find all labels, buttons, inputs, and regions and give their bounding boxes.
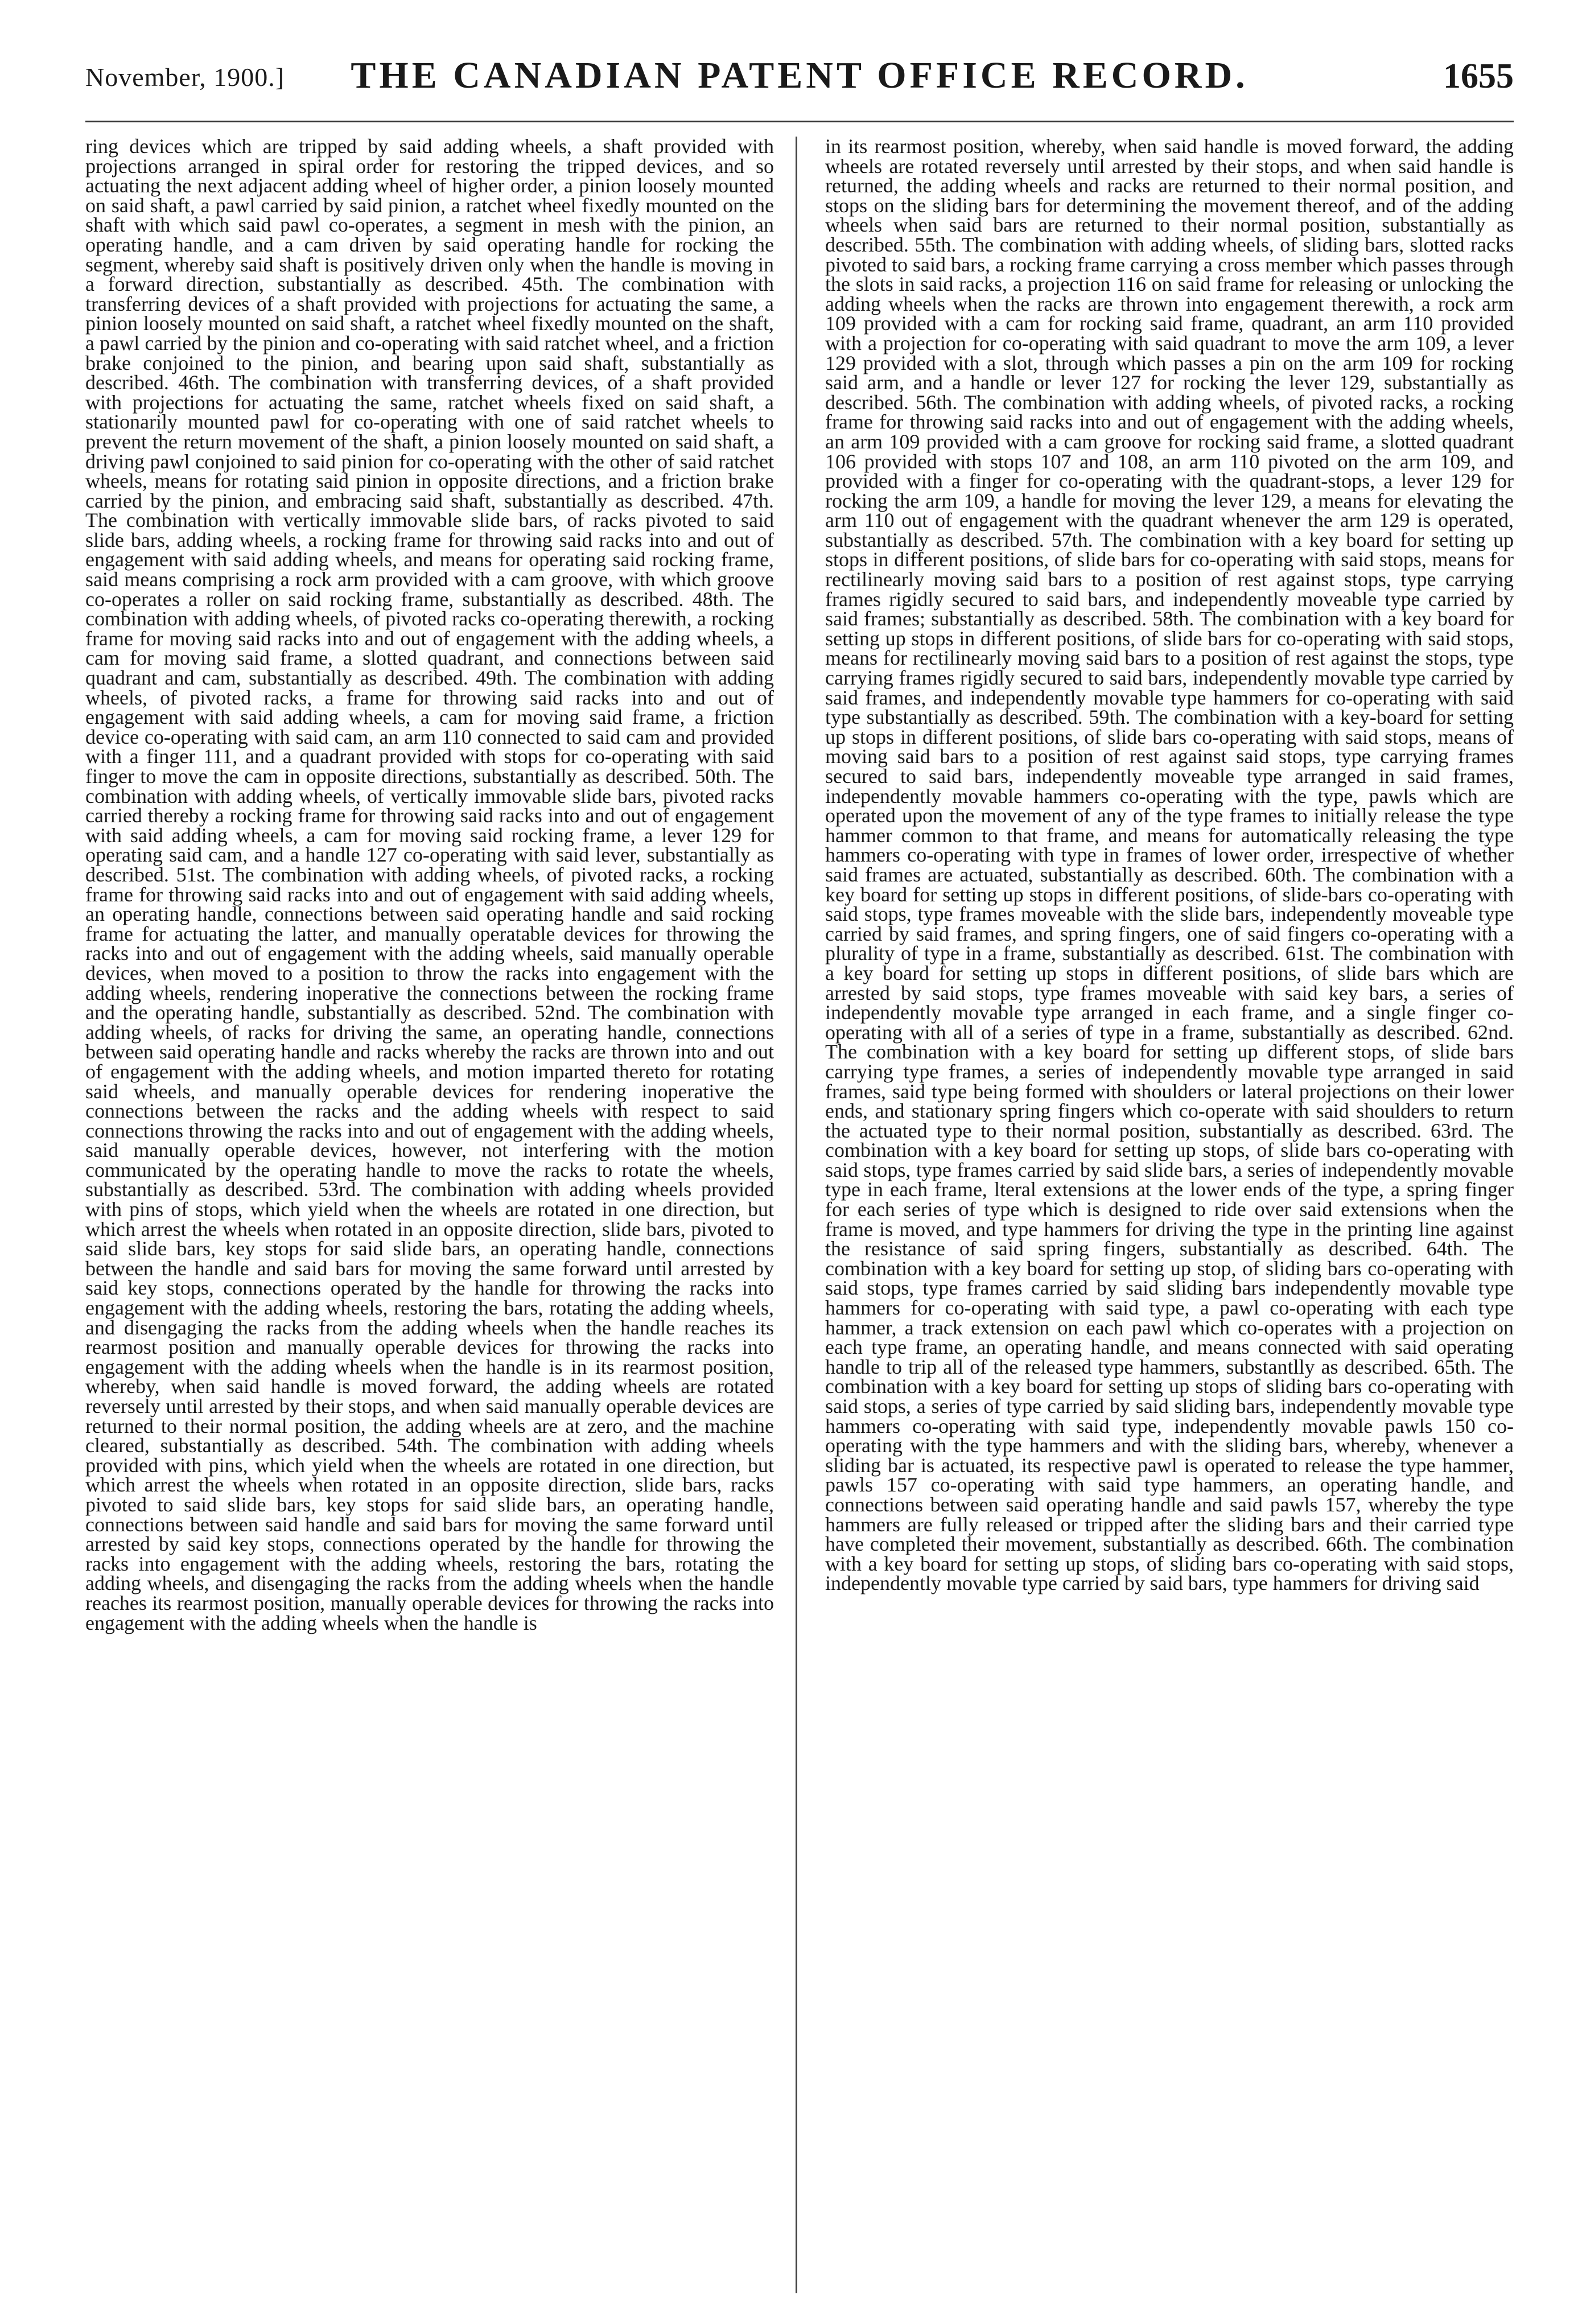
column-divider [796,137,797,2293]
publication-title: THE CANADIAN PATENT OFFICE RECORD. [351,55,1249,96]
page-header [85,54,1514,100]
text-column-left: ring devices which are tripped by said adding wheels, a shaft provided with projections arranged in spiral order for restoring the tripped devices, and so actuating the next adjacent adding wheel of higher order, a pinion loosely mounted on said shaft, a pawl carried by said pinion, a ratchet wheel fixedly mounted on the shaft with which said pawl co-operates, a segment in mesh with the pinion, an operating handle, and a cam driven by said operating handle for rocking the segment, whereby said shaft is positively driven only when the handle is moving in a forward direction, substantially as described. 45th. The combination with transferring devices of a shaft provided with projections for actuating the same, a pinion loosely mounted on said shaft, a ratchet wheel fixedly mounted on the shaft, a pawl carried by the pinion and co-operating with said ratchet wheel, and a friction brake conjoined to the pinion, and bearing upon said shaft, substantially as described. 46th. The combination with transferring devices, of a shaft provided with projections for actuating the same, ratchet wheels fixed on said shaft, a stationarily mounted pawl for co-operating with one of said ratchet wheels to prevent the return movement of the shaft, a pinion loosely mounted on said shaft, a driving pawl conjoined to said pinion for co-operating with the other of said ratchet wheels, means for rotating said pinion in opposite directions, and a friction brake carried by the pinion, and embracing said shaft, substantially as described. 47th. The combination with vertically immovable slide bars, of racks pivoted to said slide bars, adding wheels, a rocking frame for throwing said racks into and out of engagement with said adding wheels, and means for operating said rocking frame, said means comprising a rock arm provided with a cam groove, with which groove co-operates a roller on said rocking frame, substantially as described. 48th. The combination with adding wheels, of pivoted racks co-operating therewith, a rocking frame for moving said racks into and out of engagement with the adding wheels, a cam for moving said frame, a slotted quadrant, and connections between said quadrant and cam, substantially as described. 49th. The combination with adding wheels, of pivoted racks, a frame for throwing said racks into and out of engagement with said adding wheels, a cam for moving said frame, a friction device co-operating with said cam, an arm 110 connected to said cam and provided with a finger 111, and a quadrant provided with stops for co-operating with said finger to move the cam in opposite directions, substantially as described. 50th. The combination with adding wheels, of vertically immovable slide bars, pivoted racks carried thereby a rocking frame for throwing said racks into and out of engagement with said adding wheels, a cam for moving said rocking frame, a lever 129 for operating said cam, and a handle 127 co-operating with said lever, substantially as described. 51st. The combination with adding wheels, of pivoted racks, a rocking frame for throwing said racks into and out of engagement with said adding wheels, an operating handle, connections between said operating handle and said rocking frame for actuating the latter, and manually operatable devices for throwing the racks into and out of engagement with the adding wheels, said manually operable devices, when moved to a position to throw the racks into engagement with the adding wheels, rendering inoperative the connections between the rocking frame and the operating handle, substantially as described. 52nd. The combination with adding wheels, of racks for driving the same, an operating handle, connections between said operating handle and racks whereby the racks are thrown into and out of engagement with the adding wheels, and motion imparted thereto for rotating said wheels, and manually operable devices for rendering inoperative the connections between the racks and the adding wheels with respect to said connections throwing the racks into and out of engagement with the adding wheels, said manually operable devices, however, not interfering with the motion communicated by the operating handle to move the racks to rotate the wheels, substantially as described. 53rd. The combination with adding wheels provided with pins of stops, which yield when the wheels are rotated in one direction, but which arrest the wheels when rotated in an opposite direction, slide bars, pivoted to said slide bars, key stops for said slide bars, an operating handle, connections between the handle and said bars for moving the same forward until arrested by said key stops, connections operated by the handle for throwing the racks into engagement with the adding wheels, restoring the bars, rotating the adding wheels, and disengaging the racks from the adding wheels when the handle reaches its rearmost position and manually operable devices for throwing the racks into engagement with the adding wheels when the handle is in its rearmost position, whereby, when said handle is moved forward, the adding wheels are rotated reversely until arrested by their stops, and when said manually operable devices are returned to their normal position, the adding wheels are at zero, and the machine cleared, substantially as described. 54th. The combination with adding wheels provided with pins, which yield when the wheels are rotated in one direction, but which arrest the wheels when rotated in an opposite direction, slide bars, racks pivoted to said slide bars, key stops for said slide bars, an operating handle, connections between said handle and said bars for moving the same forward until arrested by said key stops, connections operated by the handle for throwing the racks into engagement with the adding wheels, restoring the bars, rotating the adding wheels, and disengaging the racks from the adding wheels when the handle reaches its rearmost position, manually operable devices for throwing the racks into engagement with the adding wheels when the handle is [85,137,774,1634]
issue-date: November, 1900.] [85,63,285,92]
page-number: 1655 [1443,57,1514,96]
text-column-right: in its rearmost position, whereby, when said handle is moved forward, the adding wheels are rotated reversely until arrested by their stops, and when said handle is returned, the adding wheels and racks are returned to their normal position, and stops on the sliding bars for determining the movement thereof, and of the adding wheels when said bars are returned to their normal position, substantially as described. 55th. The combination with adding wheels, of sliding bars, slotted racks pivoted to said bars, a rocking frame carrying a cross member which passes through the slots in said racks, a projection 116 on said frame for releasing or unlocking the adding wheels when the racks are thrown into engagement therewith, a rock arm 109 provided with a cam for rocking said frame, quadrant, an arm 110 provided with a projection for co-operating with said quadrant to move the arm 109, a lever 129 provided with a slot, through which passes a pin on the arm 109 for rocking said arm, and a handle or lever 127 for rocking the lever 129, substantially as described. 56th. The combination with adding wheels, of pivoted racks, a rocking frame for throwing said racks into and out of engagement with the adding wheels, an arm 109 provided with a cam groove for rocking said frame, a slotted quadrant 106 provided with stops 107 and 108, an arm 110 pivoted on the arm 109, and provided with a finger for co-operating with the quadrant-stops, a lever 129 for rocking the arm 109, a handle for moving the lever 129, a means for elevating the arm 110 out of engagement with the quadrant whenever the arm 129 is operated, substantially as described. 57th. The combination with a key board for setting up stops in different positions, of slide bars for co-operating with said stops, means for rectilinearly moving said bars to a position of rest against stops, type carrying frames rigidly secured to said bars, and independently moveable type carried by said frames; substantially as described. 58th. The combination with a key board for setting up stops in different positions, of slide bars for co-operating with said stops, means for rectilinearly moving said bars to a position of rest against the stops, type carrying frames rigidly secured to said bars, independently movable type carried by said frames, and independently movable type hammers for co-operating with said type substantially as described. 59th. The combination with a key-board for setting up stops in different positions, of slide bars co-operating with said stops, means of moving said bars to a position of rest against said stops, type carrying frames secured to said bars, independently moveable type arranged in said frames, independently movable hammers co-operating with the type, pawls which are operated upon the movement of any of the type frames to initially release the type hammer common to that frame, and means for automatically releasing the type hammers co-operating with type in frames of lower order, irrespective of whether said frames are actuated, substantially as described. 60th. The combination with a key board for setting up stops in different positions, of slide-bars co-operating with said stops, type frames moveable with the slide bars, independently moveable type carried by said frames, and spring fingers, one of said fingers co-operating with a plurality of type in a frame, substantially as described. 61st. The combination with a key board for setting up stops in different positions, of slide bars which are arrested by said stops, type frames moveable with said key bars, a series of independently movable type arranged in each frame, and a single finger co-operating with all of a series of type in a frame, substantially as described. 62nd. The combination with a key board for setting up different stops, of slide bars carrying type frames, a series of independently movable type arranged in said frames, said type being formed with shoulders or lateral projections on their lower ends, and stationary spring fingers which co-operate with said shoulders to return the actuated type to their normal position, substantially as described. 63rd. The combination with a key board for setting up stops, of slide bars co-operating with said stops, type frames carried by said slide bars, a series of independently movable type in each frame, lteral extensions at the lower ends of the type, a spring finger for each series of type which is designed to ride over said extensions when the frame is moved, and type hammers for driving the type in the printing line against the resistance of said spring fingers, substantially as described. 64th. The combination with a key board for setting up stop, of sliding bars co-operating with said stops, type frames carried by said sliding bars independently movable type hammers for co-operating with said type, a pawl co-operating with each type hammer, a track extension on each pawl which co-operates with a projection on each type frame, an operating handle, and means connected with said operating handle to trip all of the released type hammers, substantlly as described. 65th. The combination with a key board for setting up stops of sliding bars co-operating with said stops, a series of type carried by said sliding bars, independently movable type hammers co-operating with said type, independently movable pawls 150 co-operating with the type hammers and with the sliding bars, whereby, whenever a sliding bar is actuated, its respective pawl is operated to release the type hammer, pawls 157 co-operating with said type hammers, an operating handle, and connections between said operating handle and said pawls 157, whereby the type hammers are fully released or tripped after the sliding bars and their carried type have completed their movement, substantially as described. 66th. The combination with a key board for setting up stops, of sliding bars co-operating with said stops, independently movable type carried by said bars, type hammers for driving said [825,137,1514,1595]
header-rule [85,121,1514,122]
